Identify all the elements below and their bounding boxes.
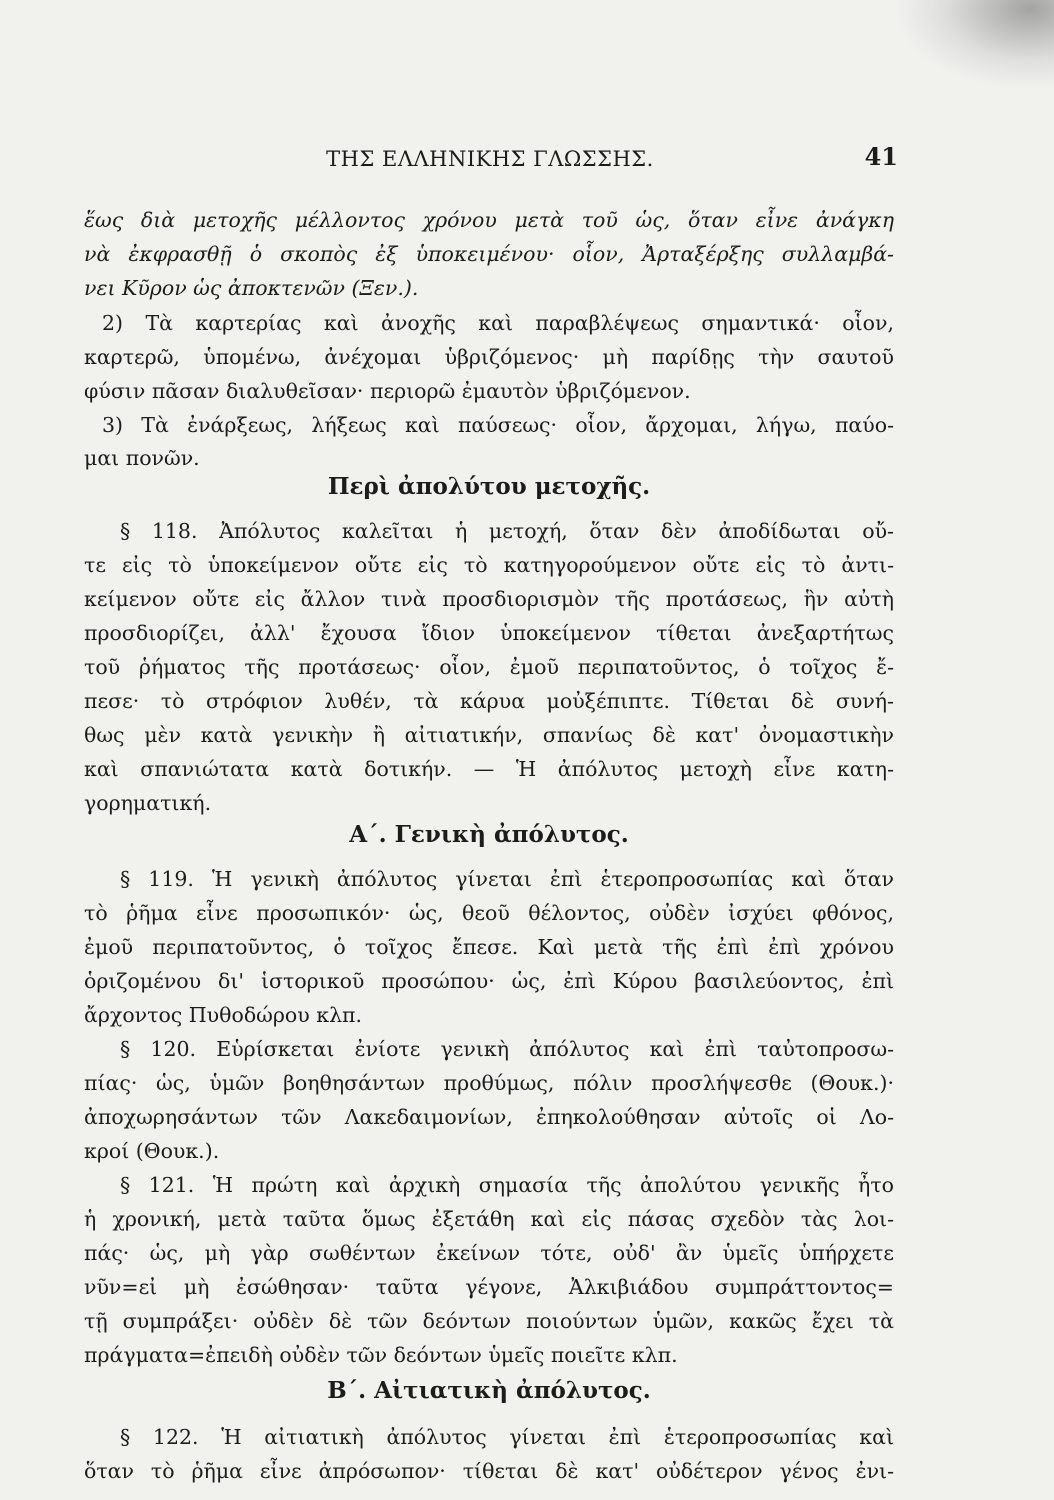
text-line: πεσε· τὸ στρόφιον λυθέν, τὰ κάρυα μοὐξέπιπτε. Τίθεται δὲ συνή- [84,689,894,713]
text-line: νὰ ἐκφρασθῇ ὁ σκοπὸς ἐξ ὑποκειμένου· οἷον, Ἀρταξέρξης συλλαμβά- [84,242,894,266]
text-line: προσδιορίζει, ἀλλ' ἔχουσα ἴδιον ὑποκείμενον τίθεται ἀνεξαρτήτως [84,621,894,645]
text-line: ὁριζομένου δι' ἱστορικοῦ προσώπου· ὡς, ἐπὶ Κύρου βασιλεύοντος, ἐπὶ [84,969,894,993]
text-line: πράγματα=ἐπειδὴ οὐδὲν τῶν δεόντων ὑμεῖς ποιεῖτε κλπ. [84,1343,678,1367]
text-line: τοῦ ῥήματος τῆς προτάσεως· οἷον, ἐμοῦ περιπατοῦντος, ὁ τοῖχος ἔ- [84,655,894,679]
text-line: τε εἰς τὸ ὑποκείμενον οὔτε εἰς τὸ κατηγορούμενον οὔτε εἰς τὸ ἀντι- [84,553,894,577]
text-line: πίας· ὡς, ὑμῶν βοηθησάντων προθύμως, πόλιν προσλήψεσθε (Θουκ.)· [84,1071,894,1095]
section-heading: Β΄. Αἰτιατικὴ ἀπόλυτος. [327,1377,651,1404]
section-heading: Περὶ ἀπολύτου μετοχῆς. [327,473,651,500]
text-line: τὸ ῥῆμα εἶνε προσωπικόν· ὡς, θεοῦ θέλοντος, οὐδὲν ἰσχύει φθόνος, [84,901,894,925]
text-line: 3) Τὰ ἐνάρξεως, λήξεως καὶ παύσεως· οἷον, ἄρχομαι, λήγω, παύο- [102,413,894,437]
text-line: 2) Τὰ καρτερίας καὶ ἀνοχῆς καὶ παραβλέψεως σημαντικά· οἷον, [102,311,894,335]
text-line: θως μὲν κατὰ γενικὴν ἢ αἰτιατικήν, σπανίως δὲ κατ' ὀνομαστικὴν [84,723,894,747]
text-line: ἕως διὰ μετοχῆς μέλλοντος χρόνου μετὰ τοῦ ὡς, ὅταν εἶνε ἀνάγκη [84,208,894,232]
page-stain [894,0,1054,90]
text-line: πάς· ὡς, μὴ γὰρ σωθέντων ἐκείνων τότε, οὐδ' ἂν ὑμεῖς ὑπήρχετε [84,1241,894,1265]
text-line: καὶ σπανιώτατα κατὰ δοτικήν. — Ἡ ἀπόλυτος μετοχὴ εἶνε κατη- [84,757,894,781]
text-line: νει Κῦρον ὡς ἀποκτενῶν (Ξεν.). [84,276,419,300]
text-line: καρτερῶ, ὑπομένω, ἀνέχομαι ὑβριζόμενος· μὴ παρίδῃς τὴν σαυτοῦ [84,345,894,369]
text-line: φύσιν πᾶσαν διαλυθεῖσαν· περιορῶ ἐμαυτὸν ὑβριζόμενον. [84,379,691,403]
text-line: § 121. Ἡ πρώτη καὶ ἀρχικὴ σημασία τῆς ἀπολύτου γενικῆς ἦτο [120,1173,894,1197]
text-line: ὅταν τὸ ῥῆμα εἶνε ἀπρόσωπον· τίθεται δὲ κατ' οὐδέτερον γένος ἐνι- [84,1459,894,1483]
text-line: νῦν=εἰ μὴ ἐσώθησαν· ταῦτα γέγονε, Ἀλκιβιάδου συμπράττοντος= [84,1275,894,1299]
section-heading: Α΄. Γενικὴ ἀπόλυτος. [349,821,629,848]
page-number: 41 [864,142,898,171]
text-line: § 118. Ἀπόλυτος καλεῖται ἡ μετοχή, ὅταν δὲν ἀποδίδωται οὔ- [120,519,894,543]
text-line: ἡ χρονική, μετὰ ταῦτα ὅμως ἐξετάθη καὶ εἰς πάσας σχεδὸν τὰς λοι- [84,1207,894,1231]
text-line: τῇ συμπράξει· οὐδὲν δὲ τῶν δεόντων ποιούντων ὑμῶν, κακῶς ἔχει τὰ [84,1309,894,1333]
text-line: κείμενον οὔτε εἰς ἄλλον τινὰ προσδιορισμὸν τῆς προτάσεως, ἣν αὐτὴ [84,587,894,611]
text-line: ἐμοῦ περιπατοῦντος, ὁ τοῖχος ἔπεσε. Καὶ μετὰ τῆς ἐπὶ ἐπὶ χρόνου [84,935,894,959]
text-line: μαι πονῶν. [84,446,200,470]
text-line: γορηματική. [84,791,212,815]
text-line: κροί (Θουκ.). [84,1139,220,1163]
running-head: ΤΗΣ ΕΛΛΗΝΙΚΗΣ ΓΛΩΣΣΗΣ. [326,147,654,171]
text-line: § 122. Ἡ αἰτιατικὴ ἀπόλυτος γίνεται ἐπὶ ἑτεροπροσωπίας καὶ [120,1425,894,1449]
text-line: ἄρχοντος Πυθοδώρου κλπ. [84,1003,363,1027]
text-line: § 119. Ἡ γενικὴ ἀπόλυτος γίνεται ἐπὶ ἑτεροπροσωπίας καὶ ὅταν [120,867,894,891]
text-line: ἀποχωρησάντων τῶν Λακεδαιμονίων, ἐπηκολούθησαν αὐτοῖς οἱ Λο- [84,1105,894,1129]
text-line: § 120. Εὑρίσκεται ἐνίοτε γενικὴ ἀπόλυτος καὶ ἐπὶ ταὐτοπροσω- [120,1037,894,1061]
